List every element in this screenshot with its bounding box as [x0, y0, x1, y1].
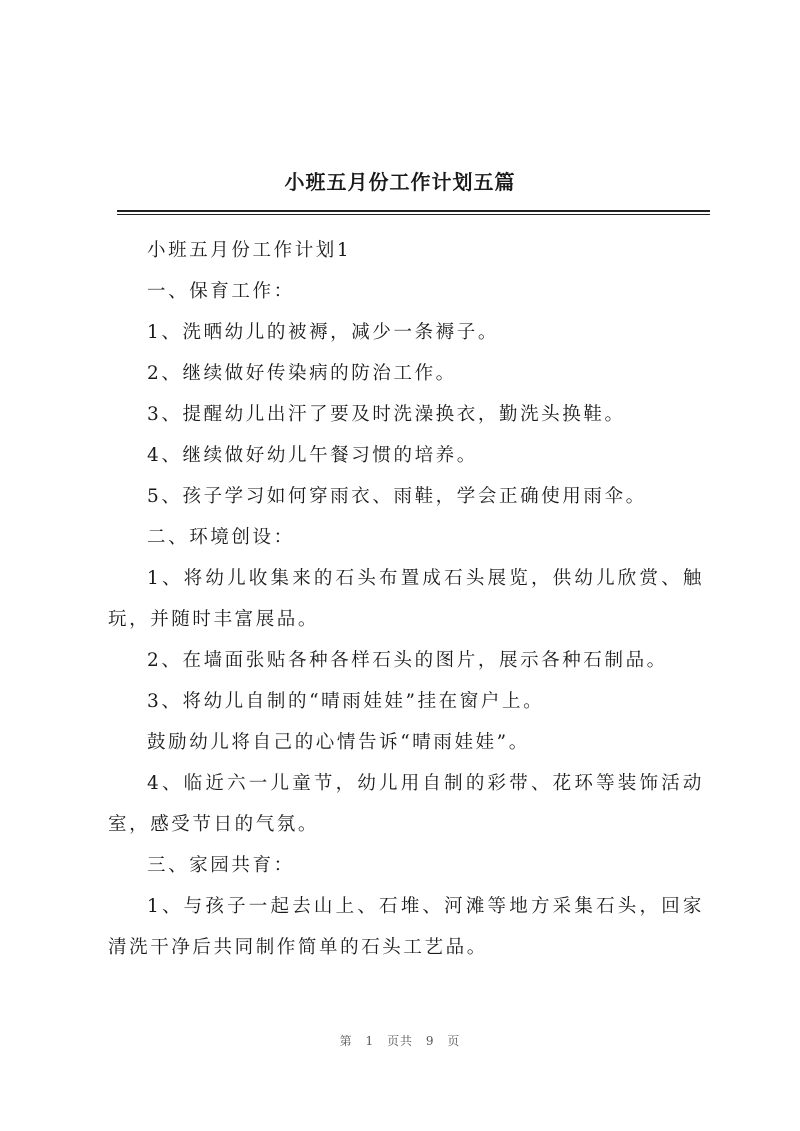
section-heading: 小班五月份工作计划1	[147, 240, 352, 261]
list-item: 5、孩子学习如何穿雨衣、雨鞋，学会正确使用雨伞。	[147, 486, 647, 507]
list-item: 3、提醒幼儿出汗了要及时洗澡换衣，勤洗头换鞋。	[147, 404, 626, 425]
title-divider-thin	[117, 214, 710, 215]
list-item: 1、洗晒幼儿的被褥，减少一条褥子。	[147, 322, 499, 343]
list-item: 4、临近六一儿童节，幼儿用自制的彩带、花环等装饰活动室，感受节日的气氛。	[108, 773, 704, 835]
footer-suffix: 页	[447, 1034, 461, 1048]
paragraph: 鼓励幼儿将自己的心情告诉“晴雨娃娃”。	[147, 732, 530, 753]
list-item: 1、与孩子一起去山上、石堆、河滩等地方采集石头，回家清洗干净后共同制作简单的石头工艺品。	[108, 896, 704, 958]
title-divider	[117, 210, 710, 212]
page-footer	[0, 1032, 800, 1049]
document-body	[108, 230, 704, 968]
subsection-heading: 三、家园共育：	[147, 855, 295, 876]
footer-total-pages: 9	[425, 1034, 435, 1048]
subsection-heading: 一、保育工作：	[147, 281, 295, 302]
list-item: 1、将幼儿收集来的石头布置成石头展览，供幼儿欣赏、触玩，并随时丰富展品。	[108, 568, 704, 630]
list-item: 4、继续做好幼儿午餐习惯的培养。	[147, 445, 478, 466]
footer-current-page: 1	[365, 1034, 375, 1048]
footer-prefix: 第	[339, 1034, 353, 1048]
page-title: 小班五月份工作计划五篇	[284, 170, 516, 194]
footer-middle: 页共	[386, 1034, 413, 1048]
list-item: 3、将幼儿自制的“晴雨娃娃”挂在窗户上。	[147, 691, 545, 712]
list-item: 2、在墙面张贴各种各样石头的图片，展示各种石制品。	[147, 650, 668, 671]
list-item: 2、继续做好传染病的防治工作。	[147, 363, 457, 384]
subsection-heading: 二、环境创设：	[147, 527, 295, 548]
